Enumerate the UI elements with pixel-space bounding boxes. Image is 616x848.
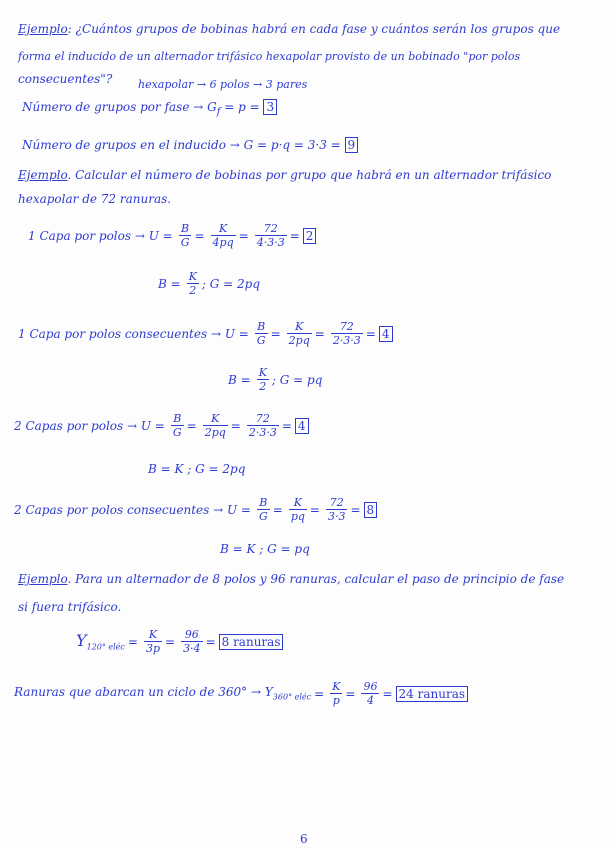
answer-box: 8 bbox=[364, 502, 378, 518]
answer-box: 8 ranuras bbox=[219, 634, 284, 650]
case-4-formula: 2 Capas por polos consecuentes → U = $\frac{B}{G}$ = $\frac{K}{pq}$ = $\frac{72}{3\cdot 3}$ = 8 bbox=[14, 496, 380, 523]
paso-formula-120: $Y_{120^\circ eléc}$ = $\frac{K}{3p}$ = $\frac{96}{3\cdot 4}$ = 8 ranuras bbox=[76, 628, 286, 655]
example-2-label: Ejemplo bbox=[18, 168, 68, 182]
example-1-question-line-1: Ejemplo: ¿Cuántos grupos de bobinas habrá en cada fase y cuántos serán los grupos que bbox=[18, 22, 561, 36]
example-2-question-line-1: Ejemplo. Calcular el número de bobinas por grupo que habrá en un alternador trifásico bbox=[18, 168, 552, 182]
answer-box: 3 bbox=[263, 99, 277, 115]
example-3-question-line-1: Ejemplo. Para un alternador de 8 polos y 96 ranuras, calcular el paso de principio de fase bbox=[18, 572, 565, 586]
answer-box: 4 bbox=[379, 326, 393, 342]
case-4-definitions: B = K ; G = pq bbox=[220, 542, 310, 556]
paso-formula-360: Ranuras que abarcan un ciclo de $360^\circ \to Y_{360^\circ eléc}$ = $\frac{K}{p}$ = $\frac{96}{4}$ = 24 ranuras bbox=[14, 680, 471, 707]
example-3-question-line-2: si fuera trifásico. bbox=[18, 600, 122, 614]
example-1-label: Ejemplo bbox=[18, 22, 68, 36]
example-1-question-line-2: forma el inducido de un alternador trifásico hexapolar provisto de un bobinado "por polos bbox=[18, 50, 521, 63]
case-2-definitions: B = $\frac{K}{2}$ ; G = pq bbox=[228, 366, 323, 393]
case-2-formula: 1 Capa por polos consecuentes → U = $\frac{B}{G}$ = $\frac{K}{2pq}$ = $\frac{72}{2\cdot 3\cdot 3}$ = 4 bbox=[18, 320, 396, 347]
example-2-question-line-2: hexapolar de 72 ranuras. bbox=[18, 192, 172, 206]
answer-box: 2 bbox=[303, 228, 317, 244]
grupos-por-fase: Número de grupos por fase → $G_f = p = 3$ bbox=[22, 100, 277, 117]
case-3-formula: 2 Capas por polos → U = $\frac{B}{G}$ = $\frac{K}{2pq}$ = $\frac{72}{2\cdot 3\cdot 3}$ = 4 bbox=[14, 412, 312, 439]
page-number: 6 bbox=[300, 832, 308, 846]
grupos-inducido: Número de grupos en el inducido → G = p·q = 3·3 = 9 bbox=[22, 138, 358, 152]
answer-box: 4 bbox=[295, 418, 309, 434]
hexapolar-note: hexapolar → 6 polos → 3 pares bbox=[138, 78, 308, 91]
answer-box: 24 ranuras bbox=[396, 686, 468, 702]
example-3-label: Ejemplo bbox=[18, 572, 68, 586]
example-1-question-line-3: consecuentes"? bbox=[18, 72, 113, 86]
case-1-formula: 1 Capa por polos → U = $\frac{B}{G}$ = $\frac{K}{4pq}$ = $\frac{72}{4\cdot 3\cdot 3}$ = 2 bbox=[28, 222, 319, 249]
case-3-definitions: B = K ; G = 2pq bbox=[148, 462, 246, 476]
answer-box: 9 bbox=[345, 137, 359, 153]
case-1-definitions: B = $\frac{K}{2}$ ; G = 2pq bbox=[158, 270, 261, 297]
